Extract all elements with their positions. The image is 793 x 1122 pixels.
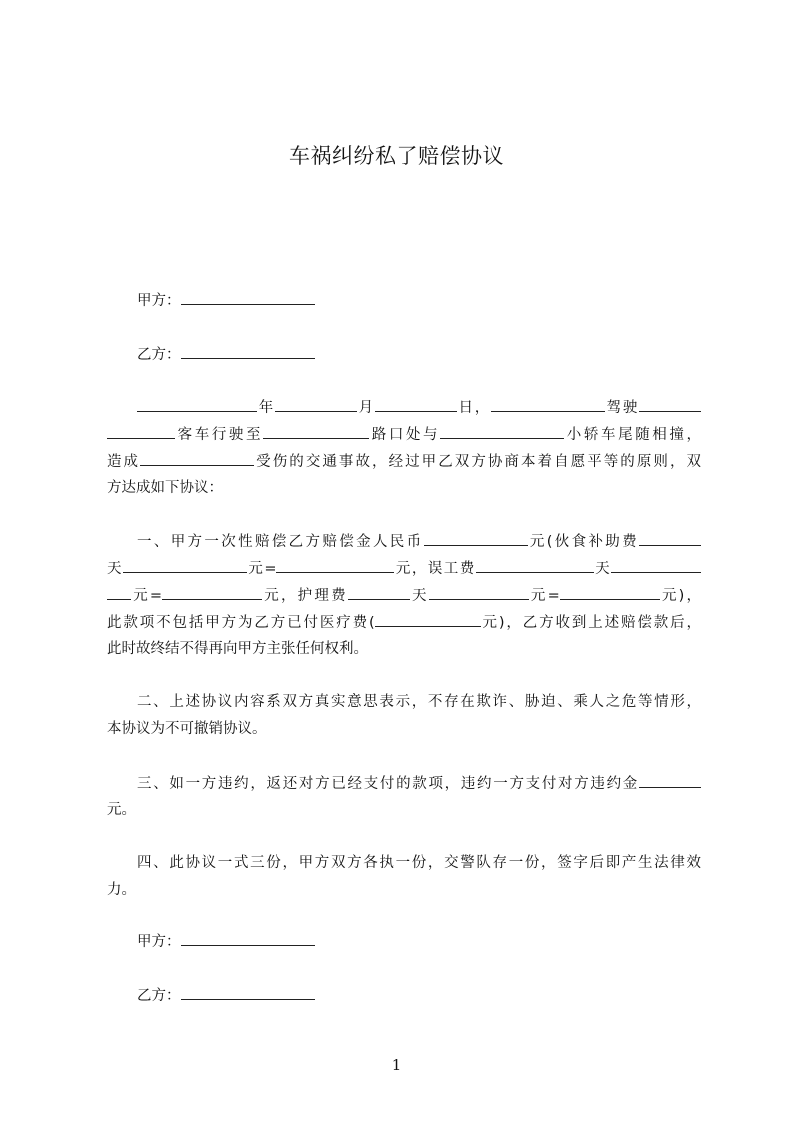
page-number: 1 <box>391 1056 402 1074</box>
drive-label: 驾驶 <box>604 400 640 416</box>
lost-wages-rate-blank[interactable] <box>611 557 701 573</box>
medical-post-text: 元)，乙方收到上述赔偿款后， <box>480 615 702 631</box>
day-label-1: 天 <box>107 561 123 577</box>
lost-wages-days-blank[interactable] <box>476 557 594 573</box>
meal-total-blank[interactable] <box>276 557 394 573</box>
party-a-footer-label: 甲方： <box>137 934 181 950</box>
party-a-name-blank[interactable] <box>181 289 315 305</box>
day-label: 日， <box>456 400 491 416</box>
clause3-line-1 <box>137 772 701 794</box>
medical-pre-text: 此款项不包括甲方为乙方已付医疗费( <box>107 615 375 631</box>
injured-person-blank[interactable] <box>140 450 254 466</box>
party-b-header <box>137 343 315 365</box>
vehicle-blank[interactable] <box>639 396 701 412</box>
clause3-line-2: 元。 <box>107 802 136 818</box>
compensation-amount-blank[interactable] <box>424 530 528 546</box>
car-plate-blank[interactable] <box>440 423 564 439</box>
document-title: 车祸纠纷私了赔偿协议 <box>289 144 504 168</box>
rear-end-label: 小轿车尾随相撞， <box>564 427 702 443</box>
bus-plate-blank[interactable] <box>107 423 175 439</box>
driver-blank[interactable] <box>491 396 605 412</box>
day-label-3: 天 <box>409 588 429 604</box>
day-blank[interactable] <box>375 396 457 412</box>
yuan-comma: 元， <box>394 561 428 577</box>
yuan-close: 元)， <box>659 588 702 604</box>
meal-daily-rate-blank[interactable] <box>123 557 247 573</box>
clause1-line-5: 此时故终结不得再向甲方主张任何权利。 <box>107 641 368 657</box>
medical-fee-blank[interactable] <box>375 611 481 627</box>
nursing-total-blank[interactable] <box>560 584 660 600</box>
clause1-line-3 <box>107 584 701 606</box>
road-blank[interactable] <box>263 423 369 439</box>
yuan-eq-1: 元= <box>246 561 277 577</box>
clause1-part1: 一、甲方一次性赔偿乙方赔偿金人民币 <box>137 534 424 550</box>
clause1-line-4 <box>107 611 701 633</box>
nursing-days-blank[interactable] <box>348 584 410 600</box>
yuan-eq-3: 元= <box>528 588 560 604</box>
nursing-rate-blank[interactable] <box>429 584 529 600</box>
clause1-line-2 <box>107 557 701 579</box>
month-label: 月 <box>356 400 375 416</box>
party-b-footer-label: 乙方： <box>137 988 181 1004</box>
intro-line-4: 方达成如下协议： <box>107 480 223 496</box>
party-a-label: 甲方： <box>137 293 181 309</box>
party-a-footer <box>137 930 315 952</box>
penalty-amount-blank[interactable] <box>639 772 701 788</box>
yuan-nursing-label: 元，护理费 <box>262 588 348 604</box>
lost-wages-rate-blank-cont[interactable] <box>107 584 131 600</box>
party-a-header <box>137 289 315 311</box>
clause3-text: 三、如一方违约，返还对方已经支付的款项，违约一方支付对方违约金 <box>137 776 639 792</box>
intro-line-1 <box>137 396 701 418</box>
clause2-line-1: 二、上述协议内容系双方真实意思表示，不存在欺诈、胁迫、乘人之危等情形， <box>137 694 701 710</box>
clause1-line-1 <box>137 530 701 552</box>
injury-text: 受伤的交通事故，经过甲乙双方协商本着自愿平等的原则，双 <box>254 454 702 470</box>
clause2-line-2: 本协议为不可撤销协议。 <box>107 721 267 737</box>
meal-subsidy-days-blank[interactable] <box>639 530 701 546</box>
clause1-part2: 元(伙食补助费 <box>527 534 639 550</box>
year-blank[interactable] <box>137 396 257 412</box>
intro-line-3 <box>107 450 701 472</box>
lost-wages-label: 误工费 <box>427 561 476 577</box>
party-b-name-blank[interactable] <box>181 343 315 359</box>
junction-label: 路口处与 <box>369 427 441 443</box>
clause4-line-1: 四、此协议一式三份，甲方双方各执一份，交警队存一份，签字后即产生法律效 <box>137 855 701 871</box>
day-label-2: 天 <box>593 561 612 577</box>
month-blank[interactable] <box>275 396 357 412</box>
lost-wages-total-blank[interactable] <box>162 584 262 600</box>
party-b-footer <box>137 984 315 1006</box>
party-b-signature-blank[interactable] <box>181 984 315 1000</box>
yuan-eq-2: 元= <box>131 588 163 604</box>
cause-label: 造成 <box>107 454 141 470</box>
party-a-signature-blank[interactable] <box>181 930 315 946</box>
bus-drive-label: 客车行驶至 <box>175 427 264 443</box>
intro-line-2 <box>107 423 701 445</box>
clause4-line-2: 力。 <box>107 882 136 898</box>
year-label: 年 <box>257 400 275 416</box>
party-b-label: 乙方： <box>137 347 181 363</box>
